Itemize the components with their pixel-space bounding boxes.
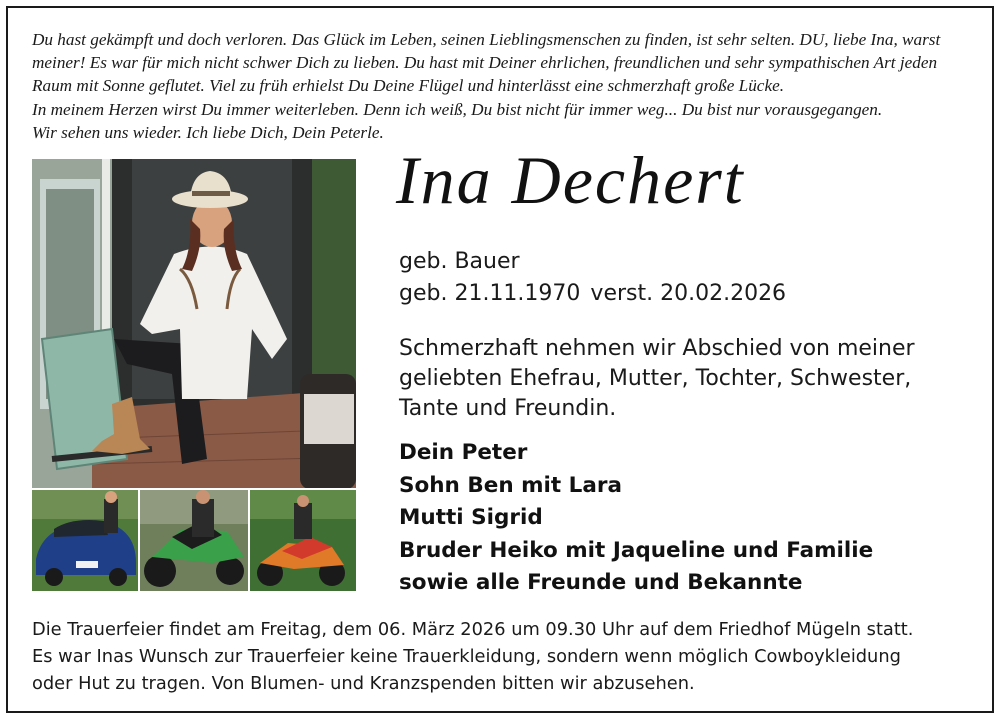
scooter-photo: [250, 489, 356, 591]
deceased-name: Ina Dechert: [396, 142, 745, 218]
motorbike-photo: [140, 489, 248, 591]
birth-date: geb. 21.11.1970: [399, 281, 581, 306]
poem-line: Wir sehen uns wieder. Ich liebe Dich, Dein Peterle.: [32, 122, 384, 142]
poem-line: Du hast gekämpft und doch verloren. Das Glück im Leben, seinen Lieblingsmenschen zu finden, ist sehr selten. DU, liebe Ina, warst: [32, 30, 941, 49]
obituary-card: [6, 6, 994, 713]
car-photo: [32, 489, 138, 591]
life-dates: [399, 283, 786, 305]
mourners-list: [399, 437, 873, 600]
message-line: Tante und Freundin.: [399, 396, 617, 421]
birth-name: geb. Bauer: [399, 249, 520, 274]
poem-line: In meinem Herzen wirst Du immer weiterleben. Denn ich weiß, Du bist nicht für immer weg... Du bist nur vorausgegangen.: [32, 99, 883, 119]
message-line: geliebten Ehefrau, Mutter, Tochter, Schwester,: [399, 366, 912, 391]
message-line: Schmerzhaft nehmen wir Abschied von meiner: [399, 336, 915, 361]
mourner-entry: Dein Peter: [399, 440, 528, 465]
mourner-entry: Bruder Heiko mit Jaqueline und Familie: [399, 537, 874, 563]
portrait-photo: [32, 159, 356, 489]
poem-line: meiner! Es war für mich nicht schwer Dich zu lieben. Du hast mit Deiner ehrlichen, freundlichen und sehr sympathischen Art jeden: [32, 53, 938, 73]
dedication-poem: [32, 28, 977, 144]
mourner-entry: sowie alle Freunde und Bekannte: [399, 570, 803, 595]
farewell-message: [399, 334, 979, 424]
funeral-notice: [32, 616, 982, 697]
poem-line: Raum mit Sonne geflutet. Viel zu früh erhielst Du Deine Flügel und hinterlässt eine schmerzhaft große Lücke.: [32, 76, 784, 96]
funeral-line: Die Trauerfeier findet am Freitag, dem 06. März 2026 um 09.30 Uhr auf dem Friedhof Mügeln statt.: [32, 619, 914, 640]
funeral-line: oder Hut zu tragen. Von Blumen- und Kranzspenden bitten wir abzusehen.: [32, 673, 695, 694]
mourner-entry: Sohn Ben mit Lara: [399, 472, 622, 498]
photo-collage: [32, 159, 356, 591]
death-date: verst. 20.02.2026: [590, 281, 787, 306]
mourner-entry: Mutti Sigrid: [399, 505, 543, 530]
funeral-line: Es war Inas Wunsch zur Trauerfeier keine Trauerkleidung, sondern wenn möglich Cowboykleidung: [32, 646, 901, 667]
